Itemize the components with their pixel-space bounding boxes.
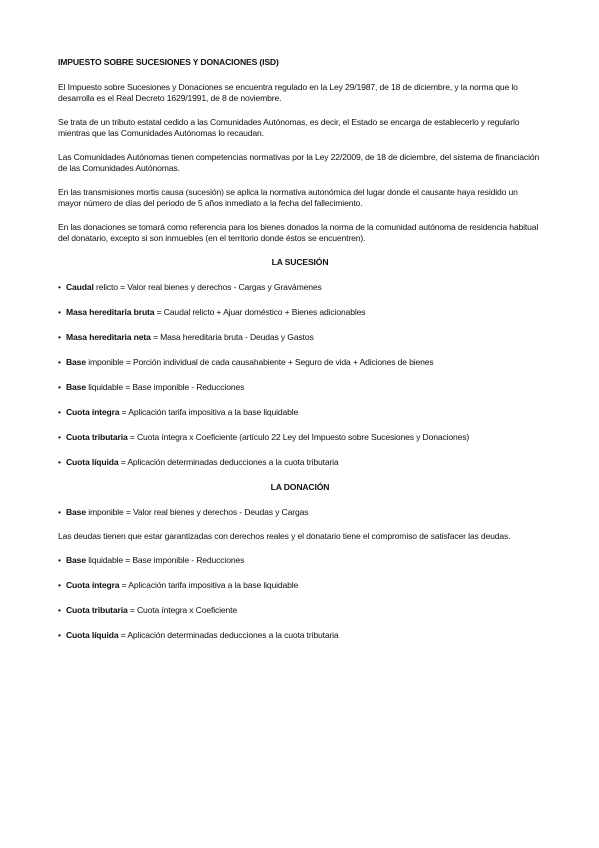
list-item xyxy=(58,605,542,616)
list-item-term: Caudal xyxy=(66,282,94,292)
list-item-term: Cuota íntegra xyxy=(66,407,120,417)
list-item xyxy=(58,457,542,468)
list-item-term: Masa hereditaria bruta xyxy=(66,307,155,317)
list-item-term: Cuota líquida xyxy=(66,630,119,640)
list-item-text: = Cuota íntegra x Coeficiente xyxy=(127,605,238,615)
list-item-text: relicto = Valor real bienes y derechos - Cargas y Gravámenes xyxy=(93,282,322,292)
list-item-text: = Cuota íntegra x Coeficiente (artículo 22 Ley del Impuesto sobre Sucesiones y Donaciones) xyxy=(127,432,470,442)
list-item-term: Cuota tributaria xyxy=(66,605,128,615)
bullet-icon: • xyxy=(58,555,61,565)
list-item-text: = Aplicación tarifa impositiva a la base liquidable xyxy=(119,580,299,590)
list-item-text: = Caudal relicto + Ajuar doméstico + Bienes adicionables xyxy=(154,307,366,317)
document-title: IMPUESTO SOBRE SUCESIONES Y DONACIONES (ISD) xyxy=(58,57,279,67)
list-item-text: = Aplicación determinadas deducciones a la cuota tributaria xyxy=(118,457,339,467)
list-item-term: Base xyxy=(66,382,86,392)
bullet-icon: • xyxy=(58,307,61,317)
list-item-term: Cuota tributaria xyxy=(66,432,128,442)
list-item-term: Base xyxy=(66,357,86,367)
donacion-list xyxy=(58,555,542,641)
bullet-icon: • xyxy=(58,605,61,615)
list-item xyxy=(58,332,542,343)
list-item xyxy=(58,432,542,443)
list-item xyxy=(58,555,542,566)
list-item xyxy=(58,580,542,591)
intro-paragraph: Las Comunidades Autónomas tienen competencias normativas por la Ley 22/2009, de 18 de diciembre, del sistema de financiación de las Comunidades Autónomas. xyxy=(58,152,540,173)
list-item-term: Masa hereditaria neta xyxy=(66,332,151,342)
list-item-text: = Aplicación tarifa impositiva a la base liquidable xyxy=(119,407,299,417)
intro-paragraph: En las transmisiones mortis causa (sucesión) se aplica la normativa autonómica del lugar donde el causante haya residido un mayor número de días del periodo de 5 años inmediato a la fecha del fallecimiento. xyxy=(58,187,518,208)
donacion-note: Las deudas tienen que estar garantizadas con derechos reales y el donatario tiene el compromiso de satisfacer las deudas. xyxy=(58,531,511,541)
sucesion-list xyxy=(58,282,542,468)
list-item xyxy=(58,507,542,518)
list-item-text: = Aplicación determinadas deducciones a la cuota tributaria xyxy=(118,630,339,640)
section-heading-sucesion: LA SUCESIÓN xyxy=(271,257,329,267)
list-item xyxy=(58,407,542,418)
list-item-term: Cuota líquida xyxy=(66,457,119,467)
donacion-first-list xyxy=(58,507,542,518)
bullet-icon: • xyxy=(58,507,61,517)
intro-paragraph: En las donaciones se tomará como referencia para los bienes donados la norma de la comunidad autónoma de residencia habitual del donatario, excepto si son inmuebles (en el territorio donde éstos se encuentren). xyxy=(58,222,539,243)
list-item xyxy=(58,282,542,293)
section-heading-donacion: LA DONACIÓN xyxy=(270,482,330,492)
list-item-text: liquidable = Base imponible - Reducciones xyxy=(85,382,245,392)
intro-paragraph: Se trata de un tributo estatal cedido a las Comunidades Autónomas, es decir, el Estado se encarga de establecerlo y regularlo mientras que las Comunidades Autónomas lo recaudan. xyxy=(58,117,520,138)
bullet-icon: • xyxy=(58,432,61,442)
bullet-icon: • xyxy=(58,357,61,367)
list-item-term: Base xyxy=(66,507,86,517)
bullet-icon: • xyxy=(58,580,61,590)
list-item-text: imponible = Porción individual de cada causahabiente + Seguro de vida + Adiciones de bienes xyxy=(85,357,434,367)
bullet-icon: • xyxy=(58,407,61,417)
list-item xyxy=(58,307,542,318)
list-item-text: imponible = Valor real bienes y derechos - Deudas y Cargas xyxy=(85,507,309,517)
intro-paragraph: El Impuesto sobre Sucesiones y Donaciones se encuentra regulado en la Ley 29/1987, de 18 de diciembre, y la norma que lo desarrolla es el Real Decreto 1629/1991, de 8 de noviembre. xyxy=(58,82,518,103)
list-item xyxy=(58,382,542,393)
bullet-icon: • xyxy=(58,630,61,640)
bullet-icon: • xyxy=(58,332,61,342)
list-item xyxy=(58,357,542,368)
bullet-icon: • xyxy=(58,382,61,392)
bullet-icon: • xyxy=(58,282,61,292)
list-item-term: Base xyxy=(66,555,86,565)
list-item-text: liquidable = Base imponible - Reducciones xyxy=(85,555,245,565)
list-item xyxy=(58,630,542,641)
list-item-text: = Masa hereditaria bruta - Deudas y Gastos xyxy=(150,332,314,342)
bullet-icon: • xyxy=(58,457,61,467)
list-item-term: Cuota íntegra xyxy=(66,580,120,590)
